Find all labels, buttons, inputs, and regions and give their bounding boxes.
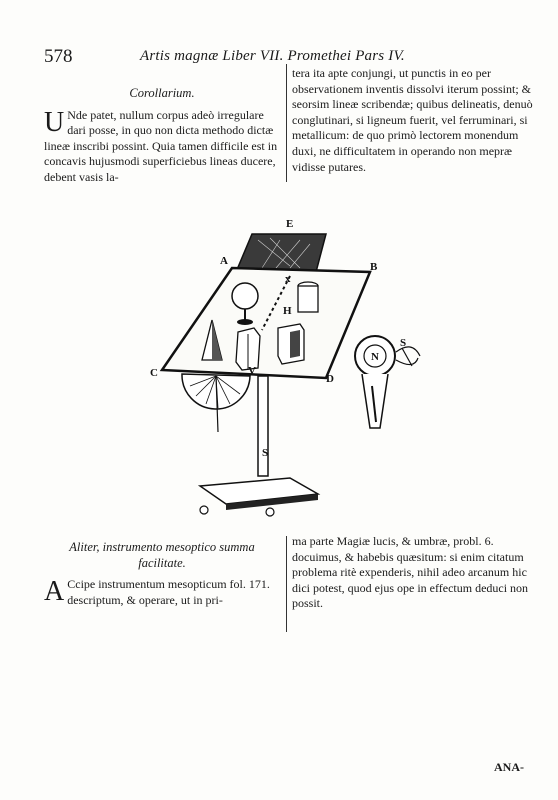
corollarium-right-column [292,66,538,175]
base-foot [200,506,208,514]
main-board [162,268,370,378]
instrument-engraving [140,210,440,530]
corollarium-left-column [44,86,280,186]
label-e: E [286,218,294,230]
corollarium-left-paragraph [44,108,280,186]
aliter-dropcap: A [44,576,65,608]
column-divider-bottom [286,536,287,632]
corollarium-dropcap: U [44,106,65,138]
label-a: A [220,255,228,267]
running-title: Artis magnæ Liber VII. Promethei Pars IV. [140,48,405,64]
corollarium-left-text: Nde patet, nullum corpus adeò irregulare dari posse, in quo non dicta methodo dictæ lineæ inscribi possint. Quia tamen difficile est in concavis hujusmodi superficiebus lineas ducere, debent vasis la- [44,107,278,184]
compass-wing [396,347,420,366]
cylinder-body [298,286,318,312]
label-x: x [285,273,291,285]
round-mirror [232,283,258,309]
label-n: N [371,351,379,363]
cube-shadow [290,330,300,358]
label-s-compass: S [400,337,407,349]
column-divider-top [286,64,287,182]
label-v: V [248,365,256,377]
aliter-right-text: ma parte Magiæ lucis, & umbræ, probl. 6. docuimus, & habebis quæsitum: si enim citatum problema ritè expenderis, nihil adeo arcanum hic dici potest, quod ejus ope in effectum deduci non possit. [292,534,529,611]
mirror-base [237,319,253,325]
corollarium-heading: Corollarium. [129,86,195,100]
label-c: C [150,367,158,379]
stand-column [258,376,268,476]
label-b: B [370,261,378,273]
running-head [44,46,544,68]
label-s-stand: S [262,447,269,459]
label-d: D [326,373,334,385]
corollarium-right-text: tera ita apte conjungi, ut punctis in eo per observationem inventis dissolvi iterum possint; & seorsim lineæ scribendæ; quibus delineatis, denuò conglutinari, si ligneum fuerit, vel ferruminari, si metallicum: de quo primò lectorem monendum duxi, ne difficultatem in operando non mepræ vidisse putares. [292,66,533,174]
mirror-plate-e [236,234,326,272]
label-h: H [283,305,292,317]
aliter-left-column [44,540,280,608]
aliter-left-paragraph [44,577,280,608]
catchword: ANA- [494,760,524,774]
aliter-left-text: Ccipe instrumentum mesopticum fol. 171. descriptum, & operare, ut in pri- [67,577,270,607]
aliter-heading: Aliter, instrumento mesoptico summa facilitate. [69,540,255,570]
aliter-right-column [292,534,538,612]
mesoptic-instrument-figure [140,210,440,530]
page-number: 578 [44,46,73,67]
base-foot [266,508,274,516]
